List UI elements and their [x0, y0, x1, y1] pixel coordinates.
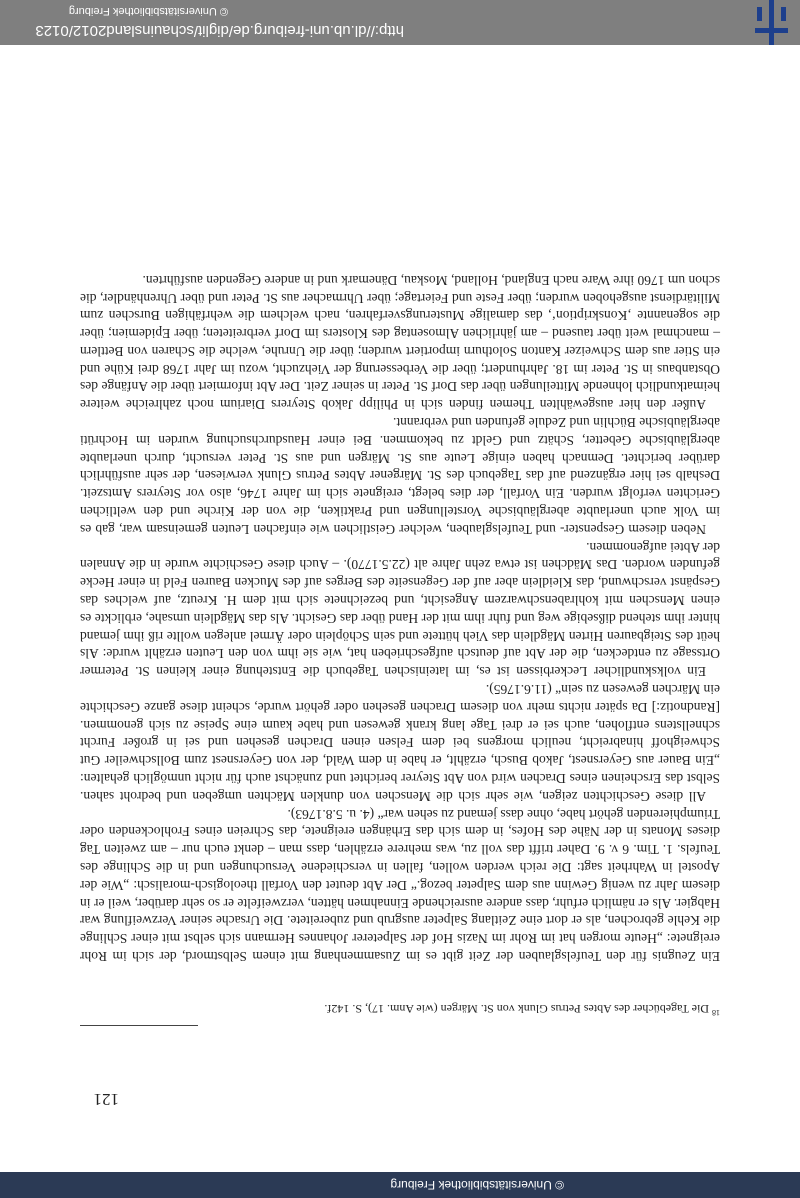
- library-copyright: © Universitätsbibliothek Freiburg: [390, 1178, 564, 1192]
- footnote: [80, 1001, 720, 1020]
- footnote-mark: 18: [712, 1008, 720, 1017]
- bottom-banner: [0, 0, 800, 45]
- paragraph-4: Neben diesem Gespenster- und Teufelsglauben, welcher Geistlichen wie einfachen Leuten gemeinsam war, gab es im Volk auch unerlaubte abergläubische Vorstellungen und Praktiken, die von der Kirche und den weltlichen Gerichten verfolgt wurden. Ein Vorfall, der dies belegt, ereignete sich im Jahre 1746, also vor Steyrers Amtszeit. Deshalb sei hier ergänzend auf das Tagebuch des St. Märgener Abtes Petrus Glunk verwiesen, der sehr ausführlich darüber berichtet. Demnach haben einige Leute aus St. Märgen und aus St. Peter versucht, durch unerlaubte abergläubische Gebetter, Schätz und Geldt zu bekommen. Bei einer Hausdurchsuchung wurden im Hochrüti abergläubische Büchlin und Zedule gefunden und verbrannt.: [80, 415, 720, 537]
- paragraph-1: Ein Zeugnis für den Teufelsglauben der Zeit gibt es im Zusammenhang mit einem Selbstmord, der sich im Rohr ereignete: „Heute morgen hat im Rohr im Nazis Hof der Salpeterer Johannes Hermann sich selbst mit einer Schlinge die Kehle gebrochen, als er dort eine Zeitlang Salpeter ausgrub und zubereitete. Die Ursache seiner Verzweiflung war Habgier. Als er nämlich erfuhr, dass andere ausreichende Einnahmen hätten, verzweifelte er so sehr darüber, weil er in diesem Jahr zu wenig Gewinn aus dem Salpeter bezog.“ Der Abt deutet den Vorfall theologisch-moralisch: „Wie der Apostel in Wahrheit sagt: Die reich werden wollen, fallen in verschiedene Versuchungen und in die Schlinge des Teufels. 1. Tim. 6 v. 9. Daher trifft das voll zu, was mehrere erzählen, dass man – denkt euch nur – am zweiten Tag dieses Monats in der Nähe des Hofes, in dem sich das Erhängen ereignete, das Schreien eines Frohlockenden oder Triumphierenden gehört habe, ohne dass jemand zu sehen war“ (4. u. 5.8.1763).: [80, 806, 720, 964]
- main-text: [80, 271, 720, 965]
- permalink-url[interactable]: http://dl.ub.uni-freiburg.de/diglit/schauinsland2012/0123: [35, 22, 404, 39]
- footnote-rule: [80, 1025, 198, 1026]
- paragraph-3: Ein volkskundlicher Leckerbissen ist es, im lateinischen Tagebuch die Entstehung einer kleinen St. Petermer Ortssage zu entdecken, die der Abt auf deutsch aufgeschrieben hat, wie sie ihm von den Leuten erzählt wurde: Als heüt des Steigbauren Hirten Mägdlein das Vieh hüttete und sein Schöplein oder Ärmel anlegen wollte riß ihm jemand hinter ihm stehend dißsebige weg und fuhr ihm mit der Hand über das Gesicht. Als das Mägdlein umsahe, erblickte es einen Menschen mit kohlrabenschwarzem Angesicht, und bezeichnete sich mit dem H. Kreutz, auf welches das Gespänst verschwund, das Kleidlein aber auf der Gegenseite des Berges auf des Mucken Bauren Feld in einer Hecke gefunden worden. Das Mädchen ist etwa zehn Jahre alt (22.5.1770). – Auch diese Geschichte wurde in die Annalen der Abtei aufgenommen.: [80, 539, 720, 680]
- top-banner: [0, 1172, 800, 1198]
- page-number: 121: [93, 1090, 119, 1109]
- paragraph-2: All diese Geschichten zeigen, wie sehr sich die Menschen von dunklen Mächten umgeben und bedroht sahen. Selbst das Erscheinen eines Drachen wird von Abt Steyrer berichtet und zunächst auch für nicht unmöglich gehalten: „Ein Bauer aus Geyersnest, Jakob Busch, erzählt, er habe in dem Wald, der von Geyersnest zum Bollschweiler Gut Schweighoff hinabreicht, neulich morgens bei dem Felsen einen Drachen gesehen und sei in großer Furcht schnellstens entflohen, auch sei er drei Tage lang krank gewesen und habe kaum eine Speise zu sich genommen. [Randnotiz:] Da später nichts mehr von diesem Drachen gesehen oder gehört wurde, scheint diese ganze Geschichte ein Märchen gewesen zu sein“ (11.6.1765).: [80, 682, 720, 804]
- footer-copyright: © Universitätsbibliothek Freiburg: [68, 5, 228, 17]
- ub-freiburg-logo-icon: [749, 0, 794, 45]
- paragraph-5: Außer den hier ausgewählten Themen finden sich in Philipp Jakob Steyrers Diarium noch zahlreiche weitere heimatkundlich lohnende Mitteilungen über das Dorf St. Peter in seiner Zeit. Der Abt informiert über die Anfänge des Obstanbaus in St. Peter im 18. Jahrhundert; über die Verbesserung der Viehzucht, wozu im Jahr 1768 drei Kühe und ein Stier aus dem Schweizer Kanton Solothurn importiert wurden; über die Unruhe, welche die Scharen von Bettlern – manchmal weit über tausend – am jährlichen Almosentag des Klosters im Dorf verbreiteten; über Epidemien; über die sogenannte ‚Konskription‘, das damalige Musterungsverfahren, nach welchem die wehrfähigen Burschen zum Militärdienst ausgehoben wurden; über Feste und Feiertage; über Uhrmacher aus St. Peter und über Uhrenhändler, die schon um 1760 ihre Ware nach England, Holland, Moskau, Dänemark und in andere Gegenden ausführten.: [80, 272, 720, 413]
- footnote-text: Die Tagebücher des Abtes Petrus Glunk von St. Märgen (wie Anm. 17), S. 142f.: [324, 1002, 709, 1016]
